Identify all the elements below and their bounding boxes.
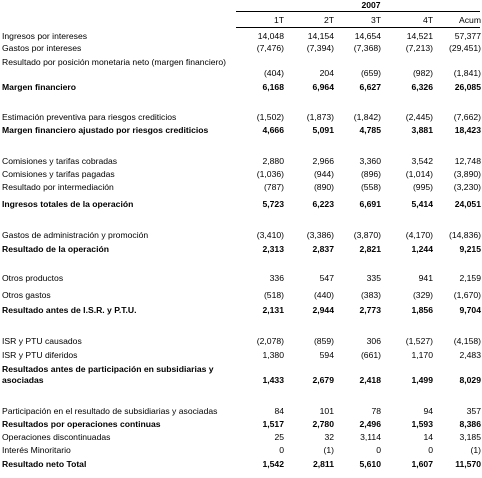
row-value: 2,780 <box>312 419 334 429</box>
row-value: (2,445) <box>405 112 433 122</box>
row-value: 2,679 <box>312 375 334 385</box>
row-value: 2,773 <box>359 305 381 315</box>
row-value: 14,048 <box>257 31 284 41</box>
row-label: Margen financiero ajustado por riesgos crediticios <box>2 125 209 135</box>
row-value: 3,542 <box>411 156 433 166</box>
row-label: Resultado por intermediación <box>2 182 114 192</box>
row-value: (440) <box>313 290 334 300</box>
row-value: 78 <box>371 406 381 416</box>
row-value: 25 <box>274 432 284 442</box>
row-value: 5,091 <box>312 125 334 135</box>
row-value: (1,873) <box>306 112 334 122</box>
row-label: Participación en el resultado de subsidiarias y asociadas <box>2 406 218 416</box>
row-value: (1,502) <box>256 112 284 122</box>
column-header-acum: Acum <box>459 15 481 25</box>
row-label: Ingresos totales de la operación <box>2 199 134 209</box>
row-label: Margen financiero <box>2 82 77 92</box>
row-value: 24,051 <box>454 199 481 209</box>
table-row <box>0 43 482 54</box>
row-value: 6,964 <box>312 82 334 92</box>
row-value: 0 <box>376 445 381 455</box>
year-header: 2007 <box>361 0 381 10</box>
row-label: Comisiones y tarifas cobradas <box>2 156 118 166</box>
row-value: (7,368) <box>353 43 381 53</box>
table-row <box>0 445 482 456</box>
row-value: (329) <box>412 290 433 300</box>
table-row <box>0 125 482 136</box>
row-label: Ingresos por intereses <box>2 31 88 41</box>
row-value: 1,499 <box>411 375 433 385</box>
row-value: (859) <box>313 336 334 346</box>
row-value: (383) <box>360 290 381 300</box>
table-row <box>0 57 482 79</box>
table-row <box>0 82 482 93</box>
row-value: 6,691 <box>359 199 381 209</box>
row-value: (661) <box>360 350 381 360</box>
row-value: (1) <box>470 445 481 455</box>
header-underline <box>236 27 480 28</box>
row-value: 2,131 <box>262 305 284 315</box>
row-value: 2,821 <box>359 244 381 254</box>
row-label: Comisiones y tarifas pagadas <box>2 169 115 179</box>
row-value: 4,785 <box>359 125 381 135</box>
row-value: (4,158) <box>453 336 481 346</box>
row-label: Resultados antes de participación en subsidiarias y asociadas <box>2 364 214 385</box>
row-value: 0 <box>279 445 284 455</box>
row-value: 6,627 <box>359 82 381 92</box>
table-row <box>0 406 482 417</box>
row-value: 335 <box>366 273 381 283</box>
row-value: (3,890) <box>453 169 481 179</box>
row-value: 12,748 <box>454 156 481 166</box>
row-value: 0 <box>428 445 433 455</box>
row-value: 336 <box>269 273 284 283</box>
table-row <box>0 336 482 347</box>
table-row <box>0 305 482 316</box>
year-underline <box>236 11 480 12</box>
table-row <box>0 244 482 255</box>
row-value: (7,662) <box>453 112 481 122</box>
row-value: 14,654 <box>354 31 381 41</box>
row-value: (3,386) <box>306 230 334 240</box>
row-value: 14,154 <box>307 31 334 41</box>
row-value: (4,170) <box>405 230 433 240</box>
row-value: 14 <box>423 432 433 442</box>
row-label: Estimación preventiva para riesgos crediticios <box>2 112 177 122</box>
row-value: (1,527) <box>405 336 433 346</box>
row-value: 306 <box>366 336 381 346</box>
row-value: 32 <box>324 432 334 442</box>
row-value: (1,841) <box>453 68 481 78</box>
row-value: 3,185 <box>459 432 481 442</box>
column-headers <box>0 15 482 26</box>
row-label: Resultado antes de I.S.R. y P.T.U. <box>2 305 137 315</box>
row-value: (404) <box>263 68 284 78</box>
row-value: 2,496 <box>359 419 381 429</box>
row-value: 6,223 <box>312 199 334 209</box>
row-label: ISR y PTU causados <box>2 336 82 346</box>
table-row <box>0 432 482 443</box>
row-value: 3,114 <box>360 432 381 442</box>
row-value: (1,014) <box>405 169 433 179</box>
row-value: 2,837 <box>312 244 334 254</box>
row-label: Otros productos <box>2 273 64 283</box>
row-value: 2,966 <box>312 156 334 166</box>
row-value: 1,517 <box>262 419 284 429</box>
table-row <box>0 31 482 42</box>
table-row <box>0 364 482 386</box>
row-value: 9,215 <box>459 244 481 254</box>
row-value: 204 <box>319 68 334 78</box>
table-row <box>0 230 482 241</box>
row-label: Gastos de administración y promoción <box>2 230 149 240</box>
row-value: (3,870) <box>353 230 381 240</box>
row-value: 547 <box>319 273 334 283</box>
row-value: (3,410) <box>256 230 284 240</box>
row-value: (1,670) <box>453 290 481 300</box>
row-value: (3,230) <box>453 182 481 192</box>
table-row <box>0 419 482 430</box>
row-label: Operaciones discontinuadas <box>2 432 111 442</box>
row-value: 941 <box>418 273 433 283</box>
row-value: 1,607 <box>411 459 433 469</box>
row-value: (7,476) <box>256 43 284 53</box>
row-value: 8,029 <box>459 375 481 385</box>
row-value: 5,723 <box>262 199 284 209</box>
row-value: (518) <box>263 290 284 300</box>
row-value: (558) <box>360 182 381 192</box>
row-value: 1,433 <box>262 375 284 385</box>
table-row <box>0 199 482 210</box>
row-value: 1,542 <box>262 459 284 469</box>
row-value: 1,244 <box>411 244 433 254</box>
row-value: 2,944 <box>312 305 334 315</box>
row-value: 3,881 <box>411 125 433 135</box>
row-value: (787) <box>263 182 284 192</box>
row-value: 6,326 <box>411 82 433 92</box>
row-value: 594 <box>319 350 334 360</box>
table-row <box>0 182 482 193</box>
row-value: 2,811 <box>312 459 334 469</box>
row-value: (659) <box>360 68 381 78</box>
row-value: 14,521 <box>406 31 433 41</box>
row-value: (2,078) <box>256 336 284 346</box>
row-value: 84 <box>274 406 284 416</box>
table-row <box>0 273 482 284</box>
column-header-3t: 3T <box>370 15 381 25</box>
row-value: 8,386 <box>459 419 481 429</box>
column-header-2t: 2T <box>323 15 334 25</box>
row-value: (890) <box>313 182 334 192</box>
row-value: (7,213) <box>405 43 433 53</box>
row-value: 11,570 <box>455 459 481 469</box>
row-value: 2,159 <box>459 273 481 283</box>
row-value: 18,423 <box>454 125 481 135</box>
row-value: (29,451) <box>448 43 481 53</box>
row-label: Interés Minoritario <box>2 445 71 455</box>
table-row <box>0 112 482 123</box>
table-row <box>0 290 482 301</box>
column-header-4t: 4T <box>422 15 433 25</box>
row-label: Otros gastos <box>2 290 51 300</box>
row-label: Resultado por posición monetaria neto (margen financiero) <box>2 57 227 67</box>
row-value: (896) <box>360 169 381 179</box>
row-value: (1,036) <box>256 169 284 179</box>
table-row <box>0 350 482 361</box>
row-value: 2,483 <box>459 350 481 360</box>
row-value: 101 <box>319 406 334 416</box>
row-value: 2,418 <box>359 375 381 385</box>
row-value: 2,880 <box>262 156 284 166</box>
row-value: 6,168 <box>262 82 284 92</box>
row-value: (944) <box>313 169 334 179</box>
row-value: (995) <box>412 182 433 192</box>
row-value: (7,394) <box>306 43 334 53</box>
row-value: 57,377 <box>454 31 481 41</box>
row-value: 1,856 <box>411 305 433 315</box>
row-label: Resultados por operaciones continuas <box>2 419 161 429</box>
row-value: 2,313 <box>262 244 284 254</box>
row-value: 4,666 <box>262 125 284 135</box>
table-row <box>0 156 482 167</box>
column-header-1t: 1T <box>273 15 284 25</box>
table-row <box>0 169 482 180</box>
row-value: (14,836) <box>448 230 481 240</box>
row-value: (1,842) <box>353 112 381 122</box>
row-value: 9,704 <box>459 305 481 315</box>
row-value: 5,610 <box>359 459 381 469</box>
row-label: Resultado de la operación <box>2 244 109 254</box>
row-label: Gastos por intereses <box>2 43 82 53</box>
row-value: 1,380 <box>262 350 284 360</box>
row-value: 1,593 <box>411 419 433 429</box>
row-value: 5,414 <box>411 199 433 209</box>
row-label: ISR y PTU diferidos <box>2 350 78 360</box>
row-value: 1,170 <box>411 350 433 360</box>
table-row <box>0 459 482 470</box>
row-value: 3,360 <box>359 156 381 166</box>
row-value: (982) <box>412 68 433 78</box>
row-label: Resultado neto Total <box>2 459 87 469</box>
row-value: 94 <box>423 406 433 416</box>
row-value: 26,085 <box>454 82 481 92</box>
row-value: (1) <box>323 445 334 455</box>
row-value: 357 <box>466 406 481 416</box>
